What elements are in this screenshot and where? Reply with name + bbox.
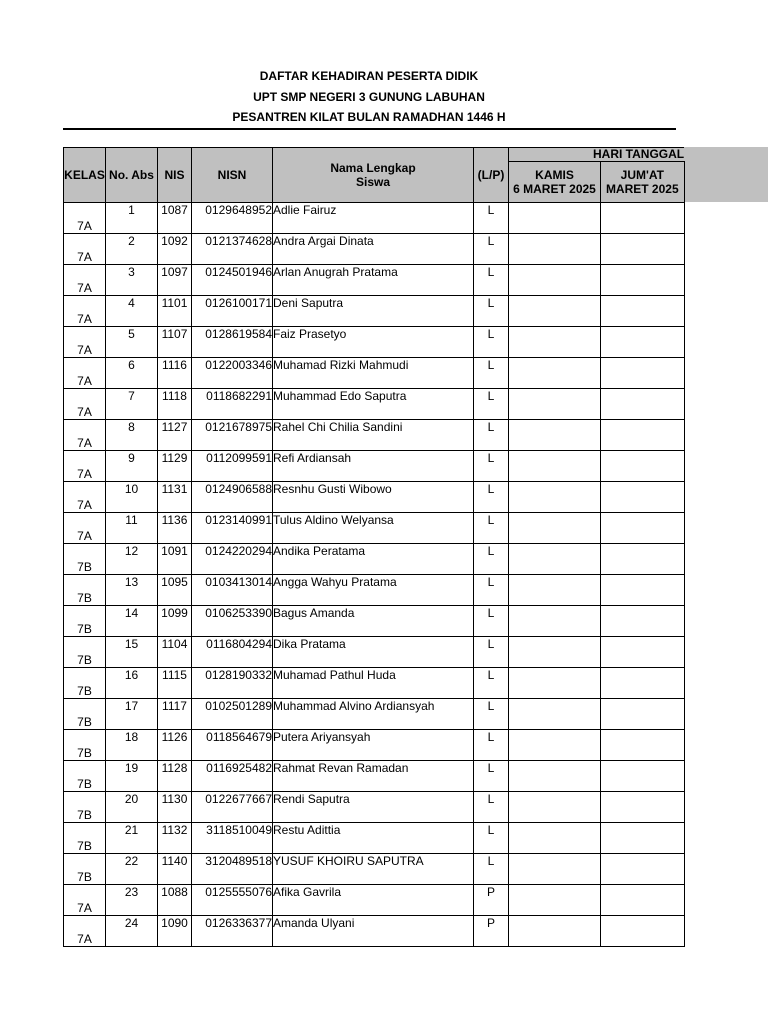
cell-no-abs: 16 bbox=[106, 668, 158, 699]
cell-lp: L bbox=[474, 792, 509, 823]
cell-nis: 1101 bbox=[158, 296, 192, 327]
cell-nama: Tulus Aldino Welyansa bbox=[273, 513, 474, 544]
cell-attendance-day-1 bbox=[509, 234, 601, 265]
cell-nisn: 0116804294 bbox=[192, 637, 273, 668]
cell-nisn: 0103413014 bbox=[192, 575, 273, 606]
cell-attendance-day-1 bbox=[509, 575, 601, 606]
cell-attendance-day-1 bbox=[509, 358, 601, 389]
cell-nama: Faiz Prasetyo bbox=[273, 327, 474, 358]
table-header bbox=[64, 148, 685, 203]
cell-nama: Putera Ariyansyah bbox=[273, 730, 474, 761]
cell-attendance-day-1 bbox=[509, 854, 601, 885]
cell-nisn: 0124501946 bbox=[192, 265, 273, 296]
cell-lp: L bbox=[474, 823, 509, 854]
cell-nisn: 0112099591 bbox=[192, 451, 273, 482]
header-hari-tanggal: HARI TANGGAL bbox=[509, 148, 685, 162]
cell-nisn: 3120489518 bbox=[192, 854, 273, 885]
cell-no-abs: 23 bbox=[106, 885, 158, 916]
cell-lp: L bbox=[474, 296, 509, 327]
cell-no-abs: 11 bbox=[106, 513, 158, 544]
table-row bbox=[64, 358, 685, 389]
cell-kelas: 7B bbox=[64, 544, 106, 575]
cell-kelas: 7A bbox=[64, 296, 106, 327]
table-row bbox=[64, 575, 685, 606]
cell-nama: Refi Ardiansah bbox=[273, 451, 474, 482]
title-line-1: DAFTAR KEHADIRAN PESERTA DIDIK bbox=[259, 69, 479, 83]
cell-no-abs: 22 bbox=[106, 854, 158, 885]
cell-nama: Amanda Ulyani bbox=[273, 916, 474, 947]
cell-no-abs: 21 bbox=[106, 823, 158, 854]
cell-lp: L bbox=[474, 234, 509, 265]
cell-attendance-day-1 bbox=[509, 451, 601, 482]
header-overflow-band bbox=[676, 147, 768, 202]
cell-attendance-day-2 bbox=[600, 358, 684, 389]
cell-attendance-day-1 bbox=[509, 482, 601, 513]
table-row bbox=[64, 327, 685, 358]
table-row bbox=[64, 513, 685, 544]
cell-nama: Dika Pratama bbox=[273, 637, 474, 668]
cell-kelas: 7A bbox=[64, 358, 106, 389]
header-nama-line1: Nama Lengkap bbox=[330, 161, 416, 175]
cell-nis: 1104 bbox=[158, 637, 192, 668]
cell-no-abs: 18 bbox=[106, 730, 158, 761]
cell-attendance-day-1 bbox=[509, 730, 601, 761]
header-nis: NIS bbox=[158, 148, 192, 203]
cell-nis: 1088 bbox=[158, 885, 192, 916]
cell-attendance-day-2 bbox=[600, 637, 684, 668]
cell-no-abs: 5 bbox=[106, 327, 158, 358]
cell-no-abs: 19 bbox=[106, 761, 158, 792]
table-row bbox=[64, 389, 685, 420]
cell-nisn: 0124220294 bbox=[192, 544, 273, 575]
cell-nis: 1117 bbox=[158, 699, 192, 730]
cell-attendance-day-1 bbox=[509, 606, 601, 637]
cell-nis: 1130 bbox=[158, 792, 192, 823]
cell-nama: Muhammad Alvino Ardiansyah bbox=[273, 699, 474, 730]
cell-attendance-day-1 bbox=[509, 544, 601, 575]
cell-kelas: 7B bbox=[64, 606, 106, 637]
header-no-abs: No. Abs bbox=[106, 148, 158, 203]
cell-lp: L bbox=[474, 203, 509, 234]
cell-no-abs: 15 bbox=[106, 637, 158, 668]
cell-lp: L bbox=[474, 854, 509, 885]
cell-nisn: 0122003346 bbox=[192, 358, 273, 389]
cell-nama: Rendi Saputra bbox=[273, 792, 474, 823]
cell-nama: Rahmat Revan Ramadan bbox=[273, 761, 474, 792]
table-body bbox=[64, 203, 685, 947]
title-line-2: UPT SMP NEGERI 3 GUNUNG LABUHAN bbox=[253, 89, 485, 104]
cell-nisn: 0126100171 bbox=[192, 296, 273, 327]
cell-attendance-day-1 bbox=[509, 296, 601, 327]
cell-nisn: 0128619584 bbox=[192, 327, 273, 358]
header-day-1 bbox=[509, 162, 601, 203]
table-row bbox=[64, 265, 685, 296]
cell-nama: Afika Gavrila bbox=[273, 885, 474, 916]
cell-attendance-day-2 bbox=[600, 792, 684, 823]
cell-kelas: 7A bbox=[64, 916, 106, 947]
cell-lp: L bbox=[474, 637, 509, 668]
cell-nis: 1127 bbox=[158, 420, 192, 451]
cell-no-abs: 24 bbox=[106, 916, 158, 947]
cell-lp: L bbox=[474, 699, 509, 730]
cell-nisn: 0121678975 bbox=[192, 420, 273, 451]
cell-attendance-day-1 bbox=[509, 916, 601, 947]
cell-attendance-day-2 bbox=[600, 699, 684, 730]
cell-nis: 1092 bbox=[158, 234, 192, 265]
cell-attendance-day-2 bbox=[600, 544, 684, 575]
cell-nama: Restu Adittia bbox=[273, 823, 474, 854]
cell-nis: 1097 bbox=[158, 265, 192, 296]
header-lp: (L/P) bbox=[474, 148, 509, 203]
cell-attendance-day-1 bbox=[509, 761, 601, 792]
cell-nisn: 0121374628 bbox=[192, 234, 273, 265]
header-day-2 bbox=[600, 162, 684, 203]
cell-no-abs: 8 bbox=[106, 420, 158, 451]
cell-attendance-day-2 bbox=[600, 823, 684, 854]
cell-nama: Rahel Chi Chilia Sandini bbox=[273, 420, 474, 451]
cell-kelas: 7A bbox=[64, 513, 106, 544]
cell-nis: 1126 bbox=[158, 730, 192, 761]
cell-kelas: 7B bbox=[64, 854, 106, 885]
cell-no-abs: 20 bbox=[106, 792, 158, 823]
cell-nama: Angga Wahyu Pratama bbox=[273, 575, 474, 606]
cell-attendance-day-1 bbox=[509, 513, 601, 544]
cell-attendance-day-2 bbox=[600, 389, 684, 420]
cell-attendance-day-2 bbox=[600, 234, 684, 265]
cell-nisn: 3118510049 bbox=[192, 823, 273, 854]
header-day-1-date: 6 MARET 2025 bbox=[513, 182, 596, 196]
header-nisn: NISN bbox=[192, 148, 273, 203]
cell-nis: 1087 bbox=[158, 203, 192, 234]
table-row bbox=[64, 637, 685, 668]
cell-nis: 1099 bbox=[158, 606, 192, 637]
cell-lp: L bbox=[474, 513, 509, 544]
table-row bbox=[64, 544, 685, 575]
cell-kelas: 7A bbox=[64, 420, 106, 451]
cell-lp: L bbox=[474, 327, 509, 358]
cell-nisn: 0118564679 bbox=[192, 730, 273, 761]
cell-nis: 1116 bbox=[158, 358, 192, 389]
cell-nama: Andika Peratama bbox=[273, 544, 474, 575]
cell-kelas: 7B bbox=[64, 730, 106, 761]
cell-attendance-day-1 bbox=[509, 668, 601, 699]
cell-lp: P bbox=[474, 885, 509, 916]
cell-attendance-day-2 bbox=[600, 482, 684, 513]
cell-nama: Bagus Amanda bbox=[273, 606, 474, 637]
table-row bbox=[64, 482, 685, 513]
cell-attendance-day-2 bbox=[600, 885, 684, 916]
table-row bbox=[64, 916, 685, 947]
cell-no-abs: 12 bbox=[106, 544, 158, 575]
table-row bbox=[64, 606, 685, 637]
cell-nis: 1107 bbox=[158, 327, 192, 358]
cell-nama: Arlan Anugrah Pratama bbox=[273, 265, 474, 296]
table-row bbox=[64, 730, 685, 761]
attendance-table bbox=[63, 147, 685, 947]
cell-no-abs: 4 bbox=[106, 296, 158, 327]
cell-lp: L bbox=[474, 761, 509, 792]
table-row bbox=[64, 203, 685, 234]
cell-lp: L bbox=[474, 451, 509, 482]
header-nama-line2: Siswa bbox=[355, 175, 391, 189]
cell-nis: 1118 bbox=[158, 389, 192, 420]
cell-attendance-day-2 bbox=[600, 296, 684, 327]
cell-nama: Resnhu Gusti Wibowo bbox=[273, 482, 474, 513]
cell-attendance-day-1 bbox=[509, 203, 601, 234]
cell-nis: 1129 bbox=[158, 451, 192, 482]
cell-nis: 1095 bbox=[158, 575, 192, 606]
cell-kelas: 7A bbox=[64, 885, 106, 916]
cell-kelas: 7B bbox=[64, 761, 106, 792]
cell-nisn: 0122677667 bbox=[192, 792, 273, 823]
cell-nis: 1132 bbox=[158, 823, 192, 854]
cell-attendance-day-1 bbox=[509, 389, 601, 420]
cell-attendance-day-2 bbox=[600, 451, 684, 482]
cell-nisn: 0123140991 bbox=[192, 513, 273, 544]
cell-nis: 1140 bbox=[158, 854, 192, 885]
cell-kelas: 7A bbox=[64, 234, 106, 265]
cell-nis: 1128 bbox=[158, 761, 192, 792]
table-row bbox=[64, 296, 685, 327]
cell-attendance-day-1 bbox=[509, 699, 601, 730]
cell-lp: L bbox=[474, 482, 509, 513]
header-nama bbox=[273, 148, 474, 203]
header-kelas: KELAS bbox=[64, 148, 106, 203]
table-row bbox=[64, 699, 685, 730]
cell-no-abs: 17 bbox=[106, 699, 158, 730]
table-row bbox=[64, 420, 685, 451]
table-row bbox=[64, 761, 685, 792]
cell-no-abs: 2 bbox=[106, 234, 158, 265]
cell-lp: L bbox=[474, 389, 509, 420]
cell-lp: L bbox=[474, 420, 509, 451]
cell-no-abs: 7 bbox=[106, 389, 158, 420]
cell-lp: P bbox=[474, 916, 509, 947]
cell-nama: Deni Saputra bbox=[273, 296, 474, 327]
table-row bbox=[64, 451, 685, 482]
table-row bbox=[64, 792, 685, 823]
table-row bbox=[64, 885, 685, 916]
cell-no-abs: 9 bbox=[106, 451, 158, 482]
cell-nisn: 0124906588 bbox=[192, 482, 273, 513]
cell-attendance-day-1 bbox=[509, 420, 601, 451]
cell-attendance-day-2 bbox=[600, 761, 684, 792]
cell-attendance-day-2 bbox=[600, 668, 684, 699]
cell-lp: L bbox=[474, 358, 509, 389]
cell-nis: 1091 bbox=[158, 544, 192, 575]
cell-attendance-day-2 bbox=[600, 575, 684, 606]
cell-nis: 1131 bbox=[158, 482, 192, 513]
cell-kelas: 7A bbox=[64, 203, 106, 234]
cell-attendance-day-2 bbox=[600, 513, 684, 544]
cell-kelas: 7A bbox=[64, 482, 106, 513]
cell-attendance-day-1 bbox=[509, 265, 601, 296]
cell-kelas: 7B bbox=[64, 823, 106, 854]
cell-no-abs: 13 bbox=[106, 575, 158, 606]
cell-no-abs: 3 bbox=[106, 265, 158, 296]
cell-kelas: 7B bbox=[64, 575, 106, 606]
cell-nama: Andra Argai Dinata bbox=[273, 234, 474, 265]
cell-no-abs: 14 bbox=[106, 606, 158, 637]
cell-nisn: 0118682291 bbox=[192, 389, 273, 420]
cell-kelas: 7B bbox=[64, 699, 106, 730]
cell-kelas: 7B bbox=[64, 668, 106, 699]
cell-no-abs: 10 bbox=[106, 482, 158, 513]
cell-lp: L bbox=[474, 668, 509, 699]
cell-nisn: 0129648952 bbox=[192, 203, 273, 234]
cell-nama: YUSUF KHOIRU SAPUTRA bbox=[273, 854, 474, 885]
cell-no-abs: 1 bbox=[106, 203, 158, 234]
cell-nis: 1090 bbox=[158, 916, 192, 947]
cell-lp: L bbox=[474, 575, 509, 606]
header-day-2-name: JUM'AT bbox=[620, 168, 664, 182]
cell-attendance-day-1 bbox=[509, 823, 601, 854]
cell-attendance-day-1 bbox=[509, 327, 601, 358]
cell-kelas: 7B bbox=[64, 792, 106, 823]
title-line-3: PESANTREN KILAT BULAN RAMADHAN 1446 H bbox=[232, 110, 506, 124]
table-row bbox=[64, 823, 685, 854]
cell-kelas: 7A bbox=[64, 389, 106, 420]
cell-lp: L bbox=[474, 730, 509, 761]
cell-nisn: 0106253390 bbox=[192, 606, 273, 637]
cell-attendance-day-1 bbox=[509, 792, 601, 823]
cell-attendance-day-2 bbox=[600, 327, 684, 358]
cell-kelas: 7B bbox=[64, 637, 106, 668]
cell-attendance-day-1 bbox=[509, 885, 601, 916]
cell-attendance-day-2 bbox=[600, 606, 684, 637]
cell-attendance-day-1 bbox=[509, 637, 601, 668]
cell-lp: L bbox=[474, 265, 509, 296]
cell-nis: 1136 bbox=[158, 513, 192, 544]
cell-kelas: 7A bbox=[64, 327, 106, 358]
table-row bbox=[64, 234, 685, 265]
cell-nisn: 0125555076 bbox=[192, 885, 273, 916]
table-row bbox=[64, 668, 685, 699]
cell-nama: Muhamad Rizki Mahmudi bbox=[273, 358, 474, 389]
cell-nama: Adlie Fairuz bbox=[273, 203, 474, 234]
cell-nisn: 0116925482 bbox=[192, 761, 273, 792]
cell-attendance-day-2 bbox=[600, 420, 684, 451]
cell-nama: Muhammad Edo Saputra bbox=[273, 389, 474, 420]
cell-lp: L bbox=[474, 606, 509, 637]
cell-nisn: 0128190332 bbox=[192, 668, 273, 699]
cell-nisn: 0126336377 bbox=[192, 916, 273, 947]
header-day-2-date: MARET 2025 bbox=[605, 182, 679, 196]
cell-nis: 1115 bbox=[158, 668, 192, 699]
cell-attendance-day-2 bbox=[600, 203, 684, 234]
cell-no-abs: 6 bbox=[106, 358, 158, 389]
cell-attendance-day-2 bbox=[600, 730, 684, 761]
title-divider bbox=[63, 128, 676, 130]
cell-kelas: 7A bbox=[64, 451, 106, 482]
cell-nisn: 0102501289 bbox=[192, 699, 273, 730]
cell-attendance-day-2 bbox=[600, 854, 684, 885]
cell-attendance-day-2 bbox=[600, 265, 684, 296]
header-day-1-name: KAMIS bbox=[535, 168, 574, 182]
cell-attendance-day-2 bbox=[600, 916, 684, 947]
cell-lp: L bbox=[474, 544, 509, 575]
table-row bbox=[64, 854, 685, 885]
cell-nama: Muhamad Pathul Huda bbox=[273, 668, 474, 699]
document-title bbox=[64, 66, 674, 128]
cell-kelas: 7A bbox=[64, 265, 106, 296]
